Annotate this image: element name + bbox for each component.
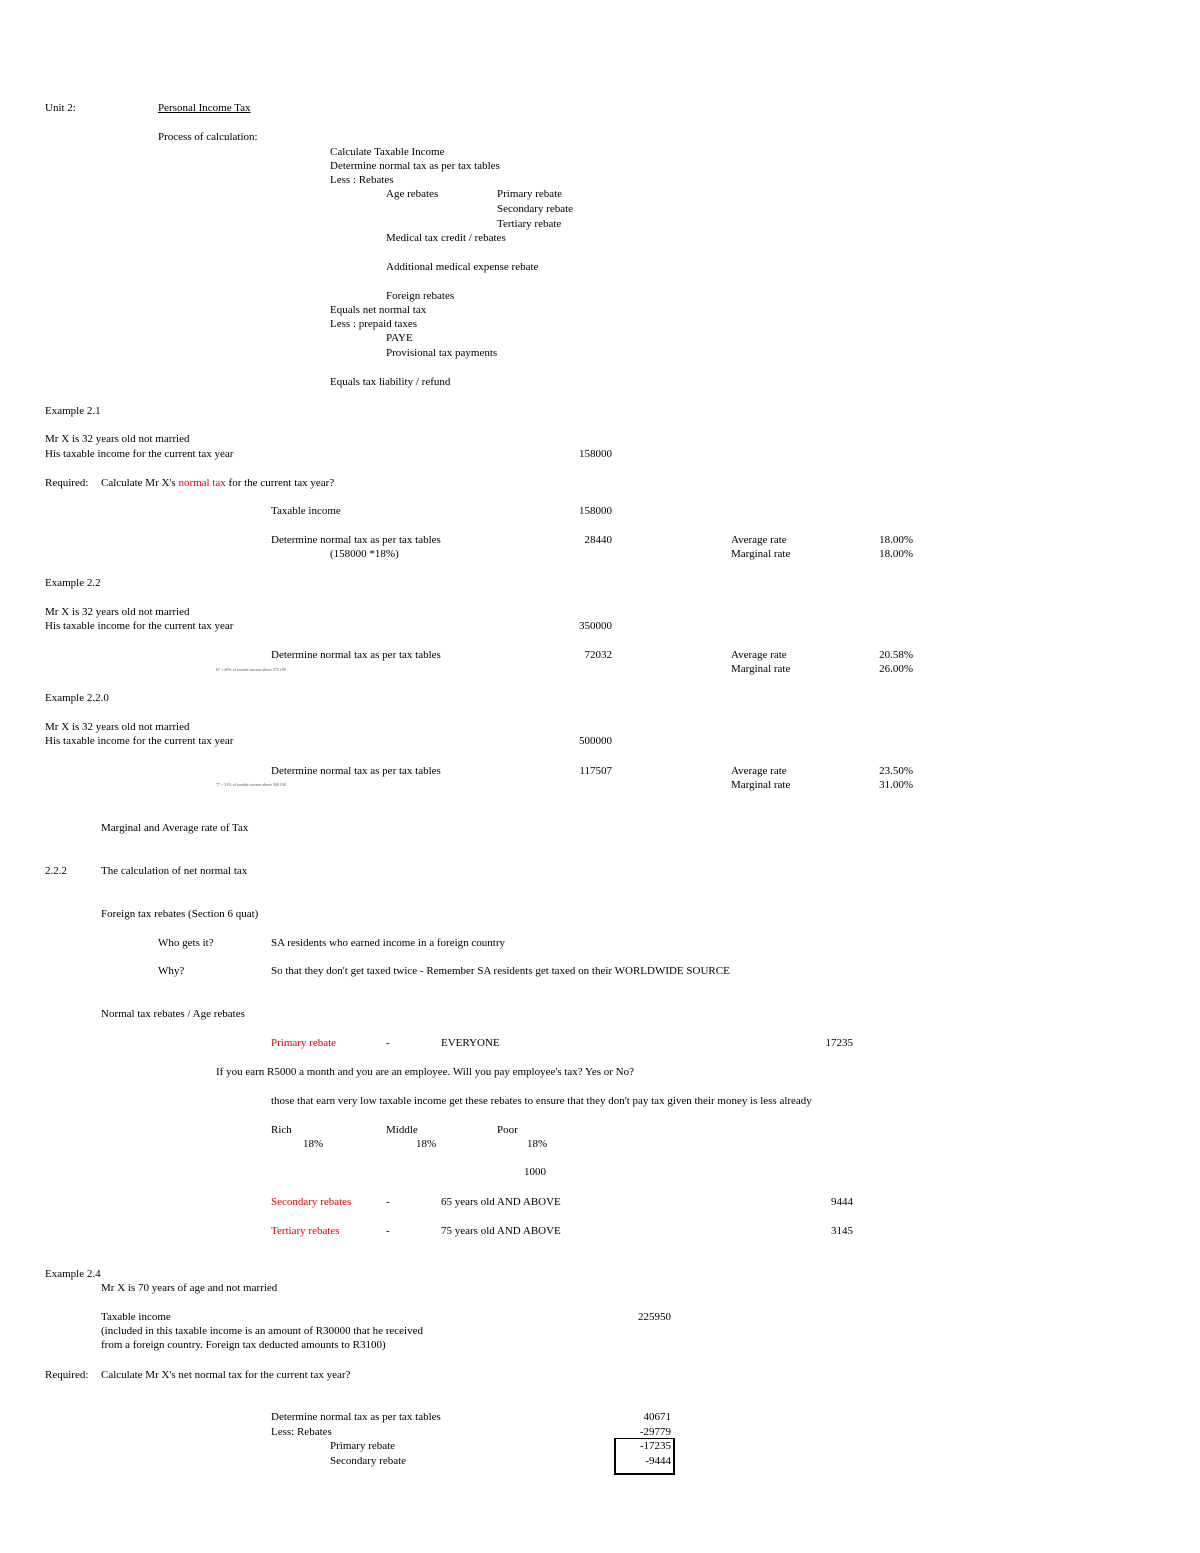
process-step: Secondary rebate — [497, 203, 574, 215]
tertiary-rebate-value: 3145 — [831, 1225, 853, 1237]
taxable-income-label: Taxable income — [101, 1311, 171, 1323]
required-pre: Calculate Mr X's — [101, 477, 176, 489]
question-label: Who gets it? — [158, 937, 214, 949]
required-label: Required: — [45, 477, 89, 489]
income-value: 500000 — [579, 735, 612, 747]
secondary-rebate-label: Secondary rebates — [271, 1196, 352, 1208]
determine-label: Determine normal tax as per tax tables — [271, 1411, 441, 1423]
example-title: Example 2.1 — [45, 405, 101, 417]
unit-label: Unit 2: — [45, 102, 76, 114]
primary-rebate-value: 17235 — [825, 1037, 853, 1049]
average-rate-value: 18.00% — [879, 534, 913, 546]
marginal-rate-value: 18.00% — [879, 548, 913, 560]
required-text: Calculate Mr X's net normal tax for the current tax year? — [101, 1369, 351, 1381]
middle-pct: 18% — [416, 1138, 437, 1150]
required-text — [101, 477, 334, 489]
primary-rebate-value: -17235 — [639, 1440, 671, 1452]
determine-label: Determine normal tax as per tax tables — [271, 649, 441, 661]
explanation-text: those that earn very low taxable income get these rebates to ensure that they don't pay tax given their money is less already — [271, 1095, 812, 1107]
poor-pct: 18% — [527, 1138, 548, 1150]
dash: - — [386, 1037, 390, 1049]
tax-value: 117507 — [579, 765, 612, 777]
marginal-rate-label: Marginal rate — [731, 663, 791, 675]
page-title: Personal Income Tax — [158, 102, 251, 114]
example-title: Example 2.4 — [45, 1268, 101, 1280]
process-step: Calculate Taxable Income — [330, 146, 445, 158]
section-heading: The calculation of net normal tax — [101, 865, 248, 877]
rich-label: Rich — [271, 1124, 292, 1136]
process-step: Less : Rebates — [330, 174, 394, 186]
average-rate-label: Average rate — [731, 534, 787, 546]
secondary-rebate-desc: 65 years old AND ABOVE — [441, 1196, 561, 1208]
process-step: Equals tax liability / refund — [330, 376, 451, 388]
example-text: His taxable income for the current tax year — [45, 448, 234, 460]
example-text: Mr X is 70 years of age and not married — [101, 1282, 278, 1294]
process-step: Foreign rebates — [386, 290, 455, 302]
secondary-rebate-value: -9444 — [645, 1455, 671, 1467]
process-step: Primary rebate — [497, 188, 563, 200]
income-value: 350000 — [579, 620, 612, 632]
process-step: Equals net normal tax — [330, 304, 427, 316]
process-step: Age rebates — [386, 188, 439, 200]
determine-label: Determine normal tax as per tax tables — [271, 765, 441, 777]
process-step: PAYE — [386, 332, 413, 344]
section-heading: Foreign tax rebates (Section 6 quat) — [101, 908, 259, 920]
example-title: Example 2.2 — [45, 577, 101, 589]
tertiary-rebate-desc: 75 years old AND ABOVE — [441, 1225, 561, 1237]
process-step: Provisional tax payments — [386, 347, 498, 359]
section-heading: Marginal and Average rate of Tax — [101, 822, 249, 834]
middle-label: Middle — [386, 1124, 418, 1136]
determine-label: Determine normal tax as per tax tables — [271, 534, 441, 546]
process-step: Tertiary rebate — [497, 218, 562, 230]
marginal-rate-value: 31.00% — [879, 779, 913, 791]
thousand-value: 1000 — [524, 1166, 546, 1178]
section-heading: Normal tax rebates / Age rebates — [101, 1008, 245, 1020]
average-rate-label: Average rate — [731, 649, 787, 661]
primary-rebate-desc: EVERYONE — [441, 1037, 500, 1049]
question-text: If you earn R5000 a month and you are an employee. Will you pay employee's tax? Yes or No? — [216, 1066, 635, 1078]
less-rebates-label: Less: Rebates — [271, 1426, 332, 1438]
average-rate-value: 20.58% — [879, 649, 913, 661]
process-step: Less : prepaid taxes — [330, 318, 418, 330]
answer-text: SA residents who earned income in a foreign country — [271, 937, 505, 949]
average-rate-label: Average rate — [731, 765, 787, 777]
average-rate-value: 23.50% — [879, 765, 913, 777]
determine-value: 40671 — [643, 1411, 671, 1423]
taxable-income-value: 158000 — [579, 505, 612, 517]
primary-rebate-label: Primary rebate — [271, 1037, 337, 1049]
section-number: 2.2.2 — [45, 865, 67, 877]
note-text: (included in this taxable income is an amount of R30000 that he received — [101, 1325, 423, 1337]
example-text: His taxable income for the current tax year — [45, 620, 234, 632]
less-rebates-value: -29779 — [639, 1426, 671, 1438]
process-step: Medical tax credit / rebates — [386, 232, 506, 244]
secondary-rebate-label: Secondary rebate — [330, 1455, 407, 1467]
taxable-income-value: 225950 — [638, 1311, 671, 1323]
dash: - — [386, 1196, 390, 1208]
example-text: Mr X is 32 years old not married — [45, 606, 190, 618]
process-step: Determine normal tax as per tax tables — [330, 160, 500, 172]
required-label: Required: — [45, 1369, 89, 1381]
marginal-rate-value: 26.00% — [879, 663, 913, 675]
question-label: Why? — [158, 965, 185, 977]
example-text: Mr X is 32 years old not married — [45, 721, 190, 733]
tertiary-rebate-label: Tertiary rebates — [271, 1225, 340, 1237]
tiny-note: 67 + 26% of taxable income above 273 100 — [216, 667, 286, 672]
secondary-rebate-value: 9444 — [831, 1196, 853, 1208]
tiny-note: 77 + 31% of taxable income above 398 100 — [216, 782, 286, 787]
example-title: Example 2.2.0 — [45, 692, 109, 704]
note-text: from a foreign country. Foreign tax deducted amounts to R3100) — [101, 1339, 386, 1351]
marginal-rate-label: Marginal rate — [731, 779, 791, 791]
process-step: Additional medical expense rebate — [386, 261, 539, 273]
tax-value: 72032 — [584, 649, 612, 661]
dash: - — [386, 1225, 390, 1237]
tax-value: 28440 — [584, 534, 612, 546]
answer-text: So that they don't get taxed twice - Remember SA residents get taxed on their WORLDWIDE SOURCE — [271, 965, 730, 977]
marginal-rate-label: Marginal rate — [731, 548, 791, 560]
example-text: His taxable income for the current tax year — [45, 735, 234, 747]
primary-rebate-label: Primary rebate — [330, 1440, 396, 1452]
income-value: 158000 — [579, 448, 612, 460]
process-label: Process of calculation: — [158, 131, 258, 143]
rich-pct: 18% — [303, 1138, 324, 1150]
formula: (158000 *18%) — [330, 548, 399, 560]
taxable-income-label: Taxable income — [271, 505, 341, 517]
required-post: for the current tax year? — [228, 477, 335, 489]
required-highlight: normal tax — [178, 477, 226, 489]
example-text: Mr X is 32 years old not married — [45, 433, 190, 445]
poor-label: Poor — [497, 1124, 518, 1136]
